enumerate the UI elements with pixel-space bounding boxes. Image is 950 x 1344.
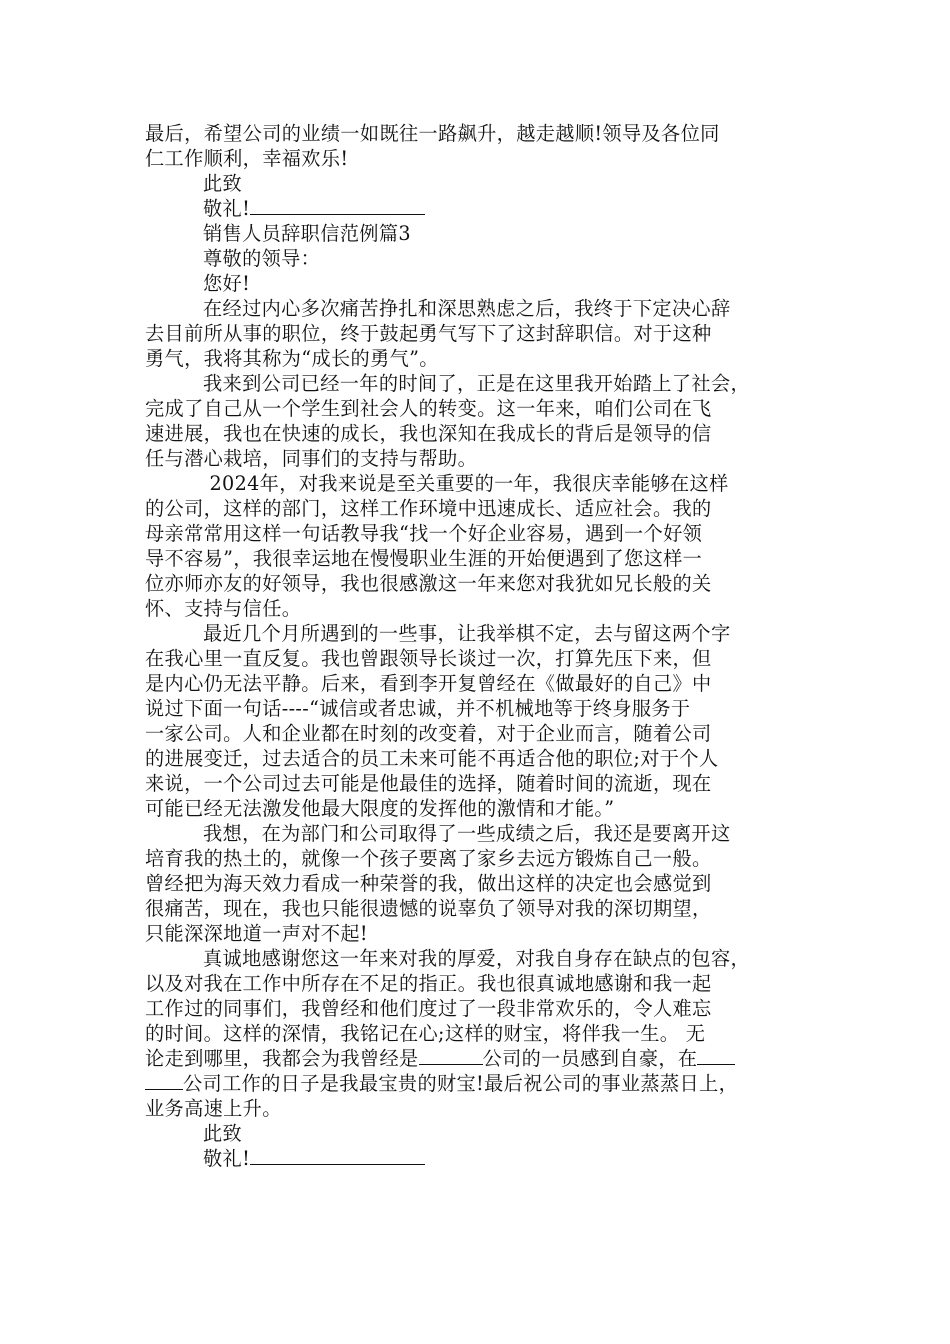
text-segment: 公司的一员感到自豪，在 <box>482 1047 698 1070</box>
text-line: 任与潜心栽培，同事们的支持与帮助。 <box>145 447 478 470</box>
text-line: 最后，希望公司的业绩一如既往一路飙升，越走越顺!领导及各位同 <box>145 122 720 145</box>
text-line: 导不容易”，我很幸运地在慢慢职业生涯的开始便遇到了您这样一 <box>145 547 703 570</box>
text-line: 来说，一个公司过去可能是他最佳的选择，随着时间的流逝，现在 <box>145 772 712 795</box>
text-line-with-blanks <box>145 1046 807 1071</box>
text-line: 培育我的热土的，就像一个孩子要离了家乡去远方锻炼自己一般。 <box>145 847 712 870</box>
document-body <box>145 121 807 1171</box>
text-line: 的时间。这样的深情，我铭记在心;这样的财宝，将伴我一生。 无 <box>145 1022 706 1045</box>
text-line: 说过下面一句话----“诚信或者忠诚，并不机械地等于终身服务于 <box>145 697 691 720</box>
text-line: 位亦师亦友的好领导，我也很感激这一年来您对我犹如兄长般的关 <box>145 572 712 595</box>
regards-text: 敬礼! <box>203 197 251 220</box>
text-line: 的公司，这样的部门，这样工作环境中迅速成长、适应社会。我的 <box>145 497 712 520</box>
closing-salutation: 此致 <box>203 172 243 195</box>
text-line: 我来到公司已经一年的时间了，正是在这里我开始踏上了社会， <box>203 372 751 395</box>
text-line: 曾经把为海天效力看成一种荣誉的我，做出这样的决定也会感觉到 <box>145 872 712 895</box>
text-line: 完成了自己从一个学生到社会人的转变。这一年来，咱们公司在飞 <box>145 397 712 420</box>
text-line: 仁工作顺利，幸福欢乐! <box>145 147 349 170</box>
text-line: 的进展变迁，过去适合的员工未来可能不再适合他的职位;对于个人 <box>145 747 719 770</box>
signature-blank <box>250 1146 425 1165</box>
closing-regards <box>145 1146 807 1171</box>
text-line: 一家公司。人和企业都在时刻的改变着，对于企业而言，随着公司 <box>145 722 712 745</box>
text-line: 在经过内心多次痛苦挣扎和深思熟虑之后，我终于下定决心辞 <box>203 297 731 320</box>
text-line: 母亲常常用这样一句话教导我“找一个好企业容易，遇到一个好领 <box>145 522 703 545</box>
regards-text: 敬礼! <box>203 1147 251 1170</box>
signature-blank <box>250 196 425 215</box>
section-title: 销售人员辞职信范例篇3 <box>203 222 411 245</box>
greeting-recipient: 尊敬的领导： <box>203 247 321 270</box>
text-line: 很痛苦，现在，我也只能很遗憾的说辜负了领导对我的深切期望， <box>145 897 712 920</box>
text-line: 最近几个月所遇到的一些事，让我举棋不定，去与留这两个字 <box>203 622 731 645</box>
text-line: 去目前所从事的职位，终于鼓起勇气写下了这封辞职信。对于这种 <box>145 322 712 345</box>
text-segment: 公司工作的日子是我最宝贵的财宝!最后祝公司的事业蒸蒸日上， <box>183 1072 739 1095</box>
text-line: 怀、支持与信任。 <box>145 597 302 620</box>
text-line: 是内心仍无法平静。后来，看到李开复曾经在《做最好的自己》中 <box>145 672 712 695</box>
text-line: 业务高速上升。 <box>145 1097 282 1120</box>
text-line: 只能深深地道一声对不起! <box>145 922 368 945</box>
text-line: 以及对我在工作中所存在不足的指正。我也很真诚地感谢和我一起 <box>145 972 712 995</box>
company-name-blank <box>419 1046 483 1065</box>
greeting-hello: 您好! <box>203 272 251 295</box>
company-name-blank <box>697 1046 735 1065</box>
text-line: 可能已经无法激发他最大限度的发挥他的激情和才能。” <box>145 797 615 820</box>
text-line: 我想，在为部门和公司取得了一些成绩之后，我还是要离开这 <box>203 822 731 845</box>
text-line-with-blank <box>145 1071 807 1096</box>
closing-salutation: 此致 <box>203 1122 243 1145</box>
text-segment: 论走到哪里，我都会为我曾经是 <box>145 1047 419 1070</box>
text-line: 在我心里一直反复。我也曾跟领导长谈过一次，打算先压下来，但 <box>145 647 712 670</box>
text-line: 2024年，对我来说是至关重要的一年，我很庆幸能够在这样 <box>203 472 729 495</box>
closing-regards <box>145 196 807 221</box>
text-line: 速进展，我也在快速的成长，我也深知在我成长的背后是领导的信 <box>145 422 712 445</box>
company-name-blank <box>145 1071 183 1090</box>
text-line: 勇气，我将其称为“成长的勇气”。 <box>145 347 439 370</box>
text-line: 工作过的同事们，我曾经和他们度过了一段非常欢乐的，令人难忘 <box>145 997 712 1020</box>
text-line: 真诚地感谢您这一年来对我的厚爱，对我自身存在缺点的包容， <box>203 947 751 970</box>
